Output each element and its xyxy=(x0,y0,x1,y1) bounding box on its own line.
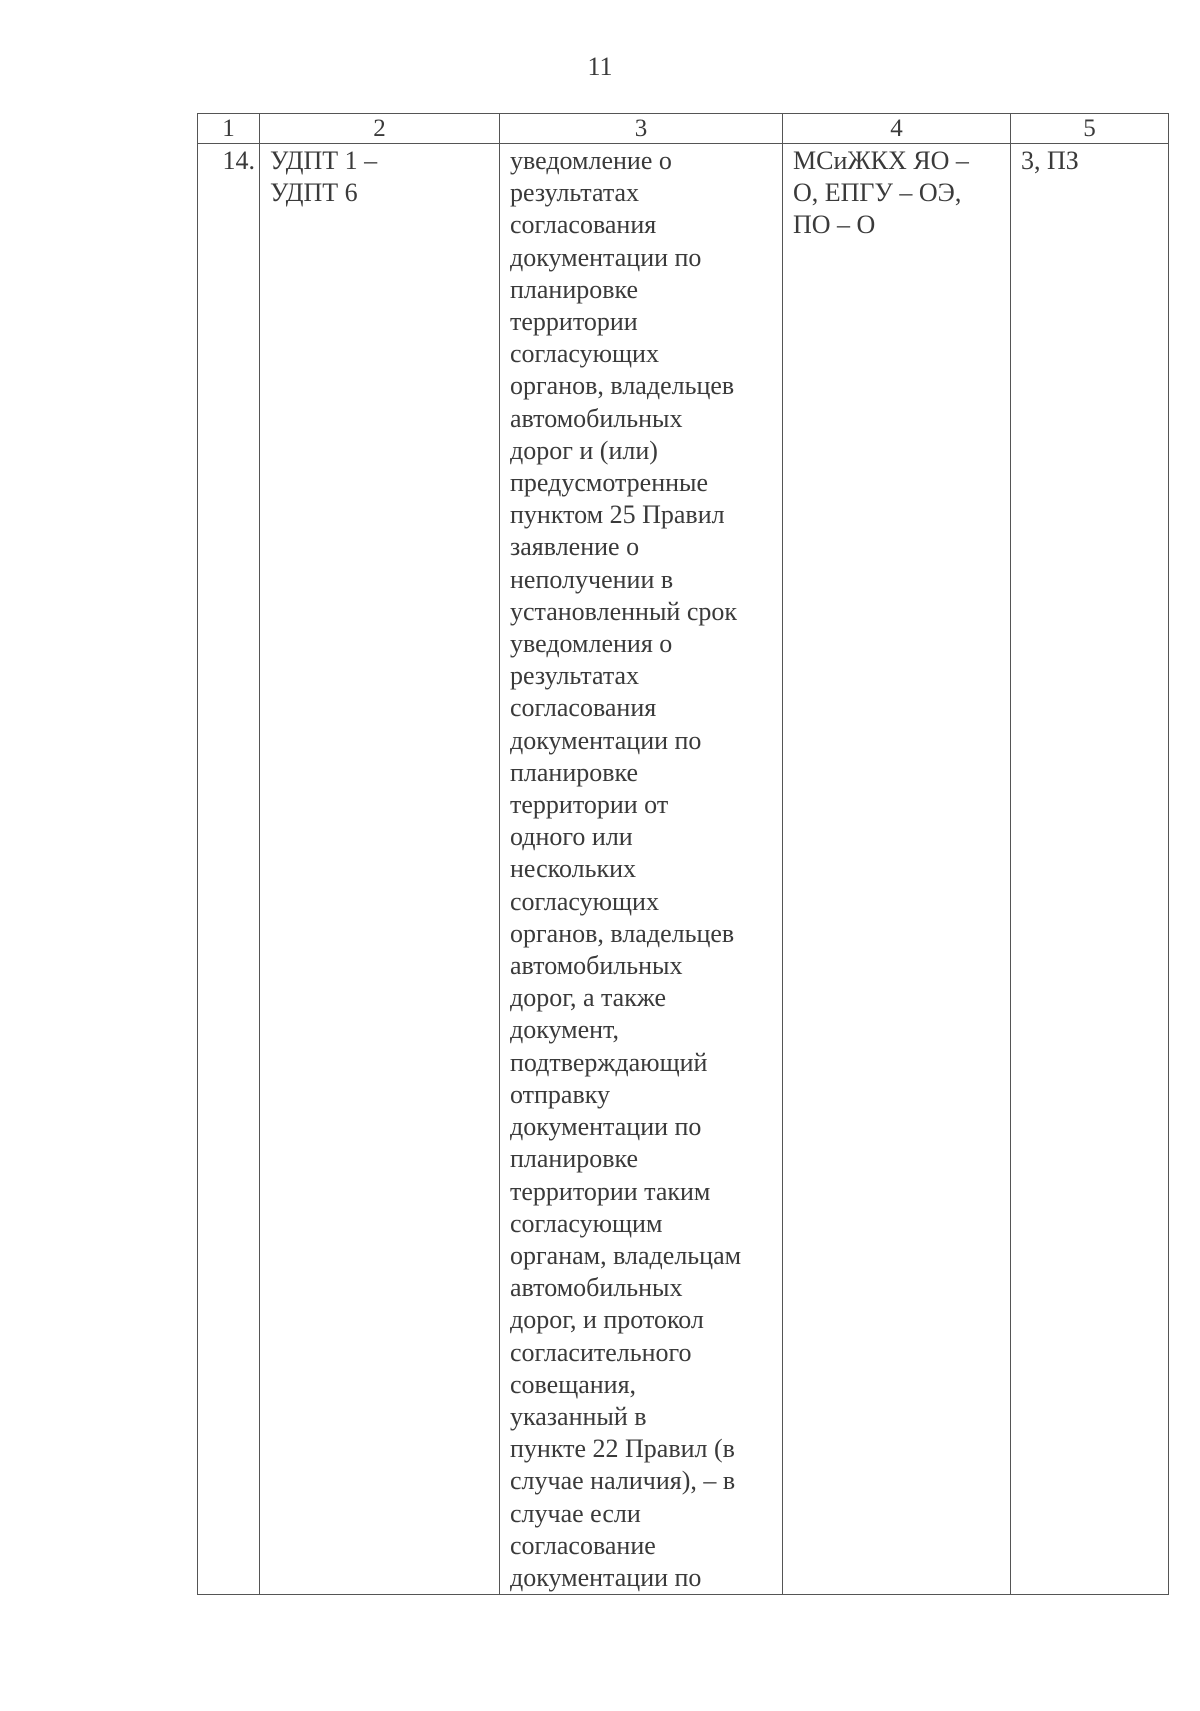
description-line: согласительного xyxy=(510,1337,692,1367)
description-line: автомобильных xyxy=(510,951,683,981)
description-line: документ, xyxy=(510,1015,619,1045)
description-line: территории xyxy=(510,307,638,337)
row-number-cell: 14. xyxy=(198,144,260,1595)
description-line: органов, владельцев xyxy=(510,918,735,948)
description-line: пункте 22 Правил (в xyxy=(510,1434,735,1464)
description-line: органам, владельцам xyxy=(510,1240,742,1270)
column-header-2: 2 xyxy=(260,114,500,144)
description-line: подтверждающий xyxy=(510,1047,708,1077)
document-code-line: УДПТ 6 xyxy=(270,178,358,208)
description-line: согласования xyxy=(510,210,657,240)
description-line: планировке xyxy=(510,757,639,787)
source-line: МСиЖКХ ЯО – xyxy=(793,146,969,175)
description-line: документации по xyxy=(510,242,702,272)
description-line: совещания, xyxy=(510,1369,637,1399)
source-line: ПО – О xyxy=(793,210,876,240)
description-cell xyxy=(500,144,783,1595)
document-table xyxy=(197,113,1169,1595)
description-line: согласование xyxy=(510,1530,656,1560)
description-line: документации по xyxy=(510,1112,702,1142)
description-line: дорог, и протокол xyxy=(510,1305,704,1335)
description-line: территории таким xyxy=(510,1176,711,1206)
description-line: случае наличия), – в xyxy=(510,1466,736,1496)
form-cell: 3, ПЗ xyxy=(1011,144,1169,1595)
column-header-4: 4 xyxy=(783,114,1011,144)
column-header-3: 3 xyxy=(500,114,783,144)
description-line: документации по xyxy=(510,1562,702,1592)
page-number: 11 xyxy=(587,52,613,81)
description-line: нескольких xyxy=(510,854,636,884)
description-line: результатах xyxy=(510,178,640,208)
table-row xyxy=(198,144,1169,1595)
document-code-cell xyxy=(260,144,500,1595)
description-line: дорог и (или) xyxy=(510,435,658,465)
document-code-line: УДПТ 1 – xyxy=(270,146,378,175)
description-line: органов, владельцев xyxy=(510,371,735,401)
description-line: планировке xyxy=(510,1144,639,1174)
description-line: уведомления о xyxy=(510,629,673,659)
column-header-5: 5 xyxy=(1011,114,1169,144)
description-line: планировке xyxy=(510,274,639,304)
description-line: автомобильных xyxy=(510,1273,683,1303)
description-line: согласующих xyxy=(510,886,659,916)
column-header-1: 1 xyxy=(198,114,260,144)
description-line: документации по xyxy=(510,725,702,755)
description-line: согласующих xyxy=(510,339,659,369)
description-line: неполучении в xyxy=(510,564,674,594)
source-line: О, ЕПГУ – ОЭ, xyxy=(793,178,962,208)
description-line: одного или xyxy=(510,822,633,852)
table-header-row xyxy=(198,114,1169,144)
description-line: согласующим xyxy=(510,1208,663,1238)
description-line: установленный срок xyxy=(510,596,738,626)
description-line: согласования xyxy=(510,693,657,723)
description-line: отправку xyxy=(510,1079,611,1109)
source-cell xyxy=(783,144,1011,1595)
description-line: результатах xyxy=(510,661,640,691)
description-line: автомобильных xyxy=(510,403,683,433)
description-line: территории от xyxy=(510,790,669,820)
description-line: случае если xyxy=(510,1498,641,1528)
description-line: дорог, а также xyxy=(510,983,667,1013)
description-line: указанный в xyxy=(510,1401,647,1431)
description-line: уведомление о xyxy=(510,146,672,175)
description-line: заявление о xyxy=(510,532,640,562)
description-line: пунктом 25 Правил xyxy=(510,500,725,530)
description-line: предусмотренные xyxy=(510,468,709,498)
